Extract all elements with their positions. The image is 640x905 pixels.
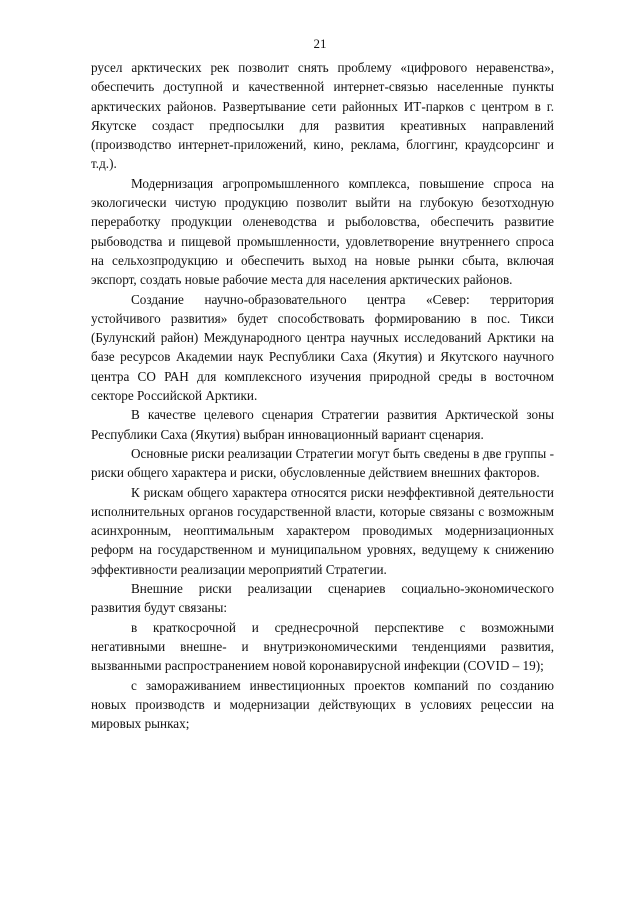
paragraph-investment-risk: с замораживанием инвестиционных проектов компаний по созданию новых производств и модернизации действующих в условиях рецессии на мировых рынках; xyxy=(91,677,554,732)
paragraph-agro-modernization: Модернизация агропромышленного комплекса, повышение спроса на экологически чистую продукцию позволит выйти на глубокую безотходную переработку продукции оленеводства и рыболовства, обеспечить развитие рыбоводства и пищевой промышленности, удовлетворение внутреннего спроса на сельхозпродукцию и обеспечить выход на новые рынки сбыта, включая экспорт, создать новые рабочие места для населения арктических районов. xyxy=(91,175,554,288)
paragraph-covid-risk: в краткосрочной и среднесрочной перспективе с возможными негативными внешне- и внутриэкономическими тенденциями развития, вызванными распространением новой коронавирусной инфекции (COVID – 19); xyxy=(91,619,554,674)
paragraph-general-risks: К рискам общего характера относятся риски неэффективной деятельности исполнительных органов государственной власти, которые связаны с возможным асинхронным, неоптимальным характером проводимых модернизационных реформ на государственном и муниципальном уровнях, ведущему к снижению эффективности реализации мероприятий Стратегии. xyxy=(91,484,554,577)
paragraph-research-center: Создание научно-образовательного центра «Север: территория устойчивого развития» будет способствовать формированию в пос. Тикси (Булунский район) Международного центра научных исследований Арктики на базе ресурсов Академии наук Республики Саха (Якутия) и Якутского научного центра СО РАН для комплексного изучения природной среды в восточном секторе Российской Арктики. xyxy=(91,291,554,404)
page-body xyxy=(91,58,554,733)
page-number: 21 xyxy=(313,36,327,51)
paragraph-digital-inequality: русел арктических рек позволит снять проблему «цифрового неравенства», обеспечить доступной и качественной интернет-связью населенные пункты арктических районов. Развертывание сети районных ИТ-парков с центром в г. Якутске создаст предпосылки для развития креативных направлений (производство интернет-приложений, кино, реклама, блоггинг, краудсорсинг и т.д.). xyxy=(91,60,554,172)
paragraph-risk-groups: Основные риски реализации Стратегии могут быть сведены в две группы - риски общего характера и риски, обусловленные действием внешних факторов. xyxy=(91,445,554,481)
paragraph-target-scenario: В качестве целевого сценария Стратегии развития Арктической зоны Республики Саха (Якутия) выбран инновационный вариант сценария. xyxy=(91,407,554,442)
paragraph-external-risks-intro: Внешние риски реализации сценариев социально-экономического развития будут связаны: xyxy=(91,581,554,616)
